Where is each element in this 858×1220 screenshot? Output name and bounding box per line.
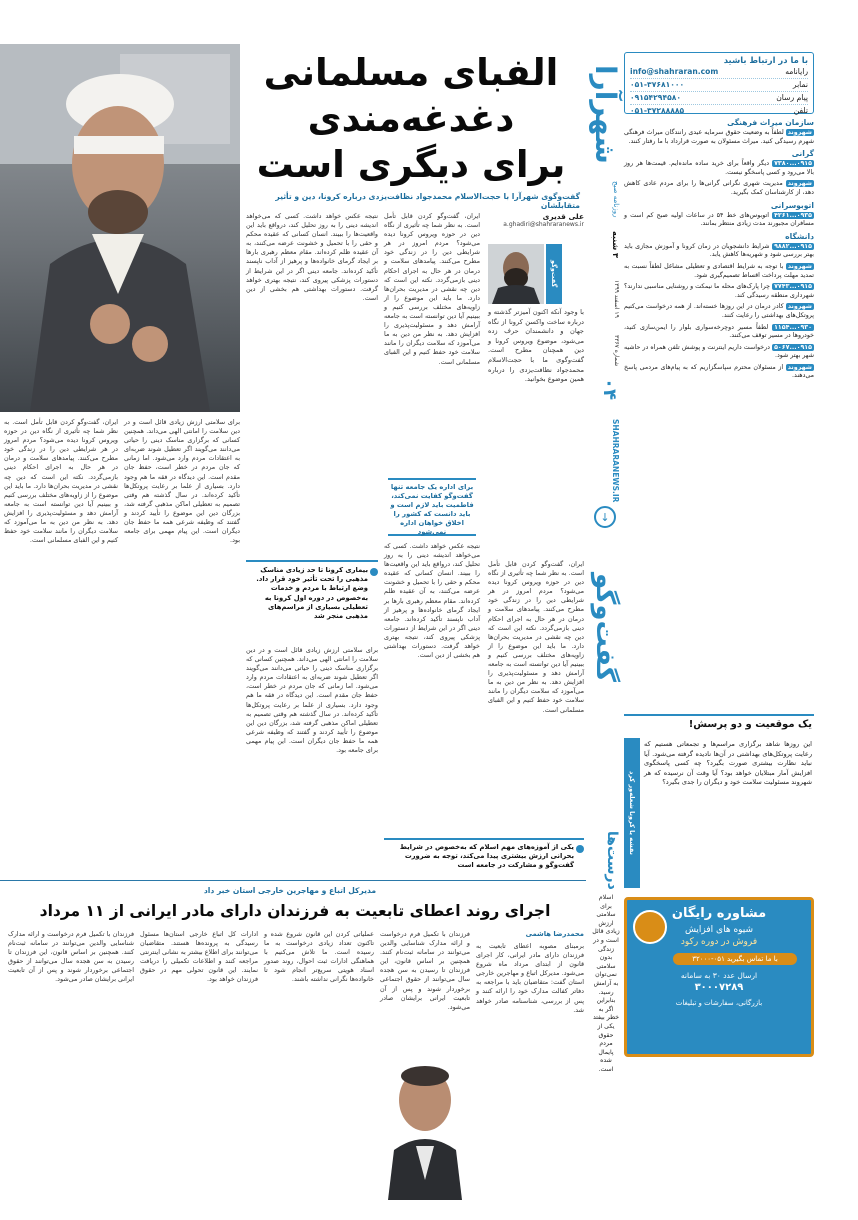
article-subtitle: گفت‌و‌گوی شهرآرا با حجت‌الاسلام محمدجواد نظافت‌یزدی درباره کرونا، دین و تأثیر متقابلشان [275,192,580,210]
ad-code: ۳۰۰۰۷۲۸۹ [694,982,744,993]
bottom-headline: اجرای روند اعطای تابعیت به فرزندان دارای مادر ایرانی از ۱۱ مرداد [39,902,551,920]
author-name: علی قدیری [542,212,584,221]
message-item [624,180,814,197]
message-text: از مسئولان محترم سپاسگزاریم که به پیام‌های مردمی پاسخ می‌دهند. [624,363,814,380]
consultation-ad[interactable] [624,897,814,1057]
article-lead: با وجود آنکه اکنون آمیزتر گذشته و درباره ساخت واکسن کرونا از نگاه جهان و دانشمندان حرف زده می‌شود، موضوع ویروس کرونا و دین همچنان مطرح است. گفت‌وگوی ما با حجت‌الاسلام محمدجواد نظافت‌یزدی را درباره همین موضوع بخوانید. [488,308,584,384]
author-tag [546,244,562,304]
message-sender: شهروند [787,129,812,136]
section-heading: سازمان میراث فرهنگی [727,118,814,127]
contact-value[interactable]: ۰۵۱-۳۷۶۸۱۰۰۰ [630,80,685,89]
issue-day: ۳ شنبه [611,231,620,258]
message-item [624,243,814,260]
message-sender: شهروند [787,303,812,311]
section-name: گفت‌و‌گو [590,573,620,682]
message-text: شرایط دانشجویان در زمان کرونا و آموزش مجازی باید بهتر بررسی شود و شهریه‌ها کاهش یابد. [624,242,814,259]
author-email[interactable]: a.ghadiri@shahraranews.ir [503,221,584,228]
article-headline [246,50,576,190]
side-strip-label: درست‌ها [604,831,620,890]
headline-line: دغدغه‌مندی [307,97,515,140]
bottom-body: ادارات کل اتباع خارجی استان‌ها مسئول رسیدگی به پرونده‌ها هستند. متقاضیان می‌توانند برای اطلاع بیشتر به نشانی اینترنتی مراجعه کنند و اطلاعات تکمیلی را دریافت نمایند. این قانون تحولی مهم در حقوق فرزندان خواهد بود. [140,930,258,984]
quote-bullet-icon [370,568,378,576]
message-item [624,303,814,320]
contact-value[interactable]: ۰۹۱۵۴۲۹۴۵۸۰ [630,93,681,102]
contact-row [630,66,808,79]
contact-box [624,52,814,114]
message-sender: ۰۹۱۵...۹۸۸۲ [774,242,812,250]
headline-line: برای دیگری است [256,143,566,186]
ad-phone: با ما تماس بگیرید ۰۵۱-۳۲۰۰۰ [673,953,797,965]
article-body: ایران، گفت‌وگو کردن قابل تأمل است. به نظر شما چه تأثیری از نگاه دین در حوزه ویروس کرونا دیده می‌شود؟ مردم امروز در هر شرایطی دین را در زندگی خود مطرح می‌کنند. پیامدهای سلامت و درمان در هر حال به اجرای احکام دینی بازمی‌گردد. نکته این است که دین چه نقشی در مدیریت بحران‌ها دارد. ما باید این موضوع را از زاویه‌های مختلف بررسی کنیم و ببینیم آیا دین توانسته است به جامعه آرامش دهد و مسئولیت‌پذیری را افزایش دهد. به نظر من دین به ما می‌آموزد که سلامت دیگران را مانند سلامت خود حفظ کنیم و این الفبای مسلمانی است. [4,418,118,545]
bottom-body: فرزندان با تکمیل فرم درخواست و ارائه مدارک شناسایی والدین می‌توانند در سامانه ثبت‌نام کنند. همچنین بر اساس قانون، این فرزندان تا رسیدن به سن هجده سال می‌توانند از حقوق اجتماعی برخوردار شوند و پس از آن تابعیت ایرانی برایشان صادر می‌شود. [8,930,134,984]
message-item [624,344,814,361]
message-text: با توجه به شرایط اقتصادی و تعطیلی مشاغل لطفاً نسبت به تمدید مهلت پرداخت اقساط تصمیم‌گیری شود. [624,262,814,279]
bottom-body: فرزندان با تکمیل فرم درخواست و ارائه مدارک شناسایی والدین می‌توانند در سامانه ثبت‌نام کنند. همچنین بر اساس قانون، این فرزندان تا رسیدن به سن هجده سال می‌توانند از حقوق اجتماعی برخوردار شوند و پس از آن تابعیت ایرانی برایشان صادر می‌شود. [380,930,470,1011]
bottom-body: برمبنای مصوبه اعطای تابعیت به فرزندان دارای مادر ایرانی، کار اجرای قانون از ابتدای مرداد ماه شروع می‌شود. مدیرکل اتباع و مهاجرین خارجی استان گفت: متقاضیان باید با مراجعه به دفاتر کفالت مدارک خود را ارائه کنند و پس از بررسی، شناسنامه صادر خواهد شد. [476,942,584,1014]
pull-quote [384,838,584,878]
headline-line: الفبای مسلمانی [263,51,559,94]
ad-badge [633,910,667,944]
question-box-title: یک موقعیت و دو پرسش! [688,719,812,730]
masthead-logo: شهرآرا [589,65,622,164]
side-strip-text: اسلام برای سلامتی ارزش زیادی قائل است و در زندگی بدون سلامتی نمی‌توان به آرامش رسید. بنابراین اگر به خطر بیفتد یکی از حقوق مردم پایمال شده است. [592,894,620,1073]
contact-label: پیام رسان [776,93,808,102]
contact-row [630,79,808,92]
official-portrait [380,1000,470,1200]
message-sender: شهروند [787,363,812,371]
section-heading: گرانی [791,149,814,159]
message-item [624,212,814,229]
question-box-side-label: نقشه با کرونا شعله‌ور کرد [628,771,636,855]
site-url[interactable]: SHAHRARANEWS.IR [611,418,620,502]
section-heading: دانشگاه [785,231,814,241]
ad-sms: ارسال عدد ۳۰ به سامانه [680,971,758,980]
pull-quote-text: بیماری کرونا تا حد زیادی مناسک مذهبی را تحت تأثیر خود قرار داد. وضع ارتباط با مردم و خدمات به‌خصوص در دوره اول کرونا به تعطیلی بسیاری از مراسم‌های مذهبی منجر شد [256,566,368,621]
message-sender: شهروند [787,262,812,270]
section-nav-icon[interactable]: ↓ [594,506,616,528]
contact-row [630,92,808,105]
bottom-body: عملیاتی کردن این قانون شروع شده و تاکنون تعداد زیادی درخواست به ما رسیده است. ما تلاش می‌کنیم با هماهنگی ادارات ثبت احوال، روند صدور اسناد هویتی سریع‌تر انجام شود تا خانواده‌ها نگرانی نداشته باشند. [264,930,374,984]
author-tag-label: گفت‌و‌گو [550,260,558,288]
contact-title: با ما در ارتباط باشید [723,55,808,65]
question-box-text: این روزها شاهد برگزاری مراسم‌ها و تجمعاتی هستیم که رعایت پروتکل‌های بهداشتی در آن‌ها نادیده گرفته می‌شود. آیا نباید نظارت بیشتری صورت بگیرد؟ چه کسی پاسخگوی افزایش آمار مبتلایان خواهد بود؟ آیا وقت آن نرسیده که هر شهروند مسئولیت سلامت خود و دیگران را جدی بگیرد؟ [644,740,812,787]
message-item [624,160,814,177]
bottom-kicker: مدیرکل اتباع و مهاجرین خارجی استان خبر داد [203,886,377,895]
message-sender: ۰۹۳۰...۱۱۵۴ [774,323,812,331]
author-block [488,212,584,242]
pull-quote-text: یکی از آموزه‌های مهم اسلام که به‌خصوص در شرایط بحرانی ارزش بیشتری پیدا می‌کند، توجه به ضرورت گفت‌وگو و مشارکت در جامعه است [399,843,574,870]
pull-quote [388,478,476,536]
article-body: برای سلامتی ارزش زیادی قائل است و در دین سلامت را امانتی الهی می‌داند. همچنین کسانی که برگزاری مناسک دینی را حیاتی می‌دانند می‌گویند اگر تعطیل شوند ضربه‌ای به اعتقادات مردم وارد می‌شود. اما زمانی که جان مردم در خطر است، حفظ جان مقدم است. این دیدگاه در فقه ما هم وجود دارد. بسیاری از علما بر رعایت پروتکل‌ها تأکید کرده‌اند. در سال گذشته هم وقتی تصمیم به تعطیلی اماکن مذهبی گرفته شد، بزرگان دین این موضوع را تأیید کردند و گفتند که وظیفه شرعی همه ما حفظ جان دیگران است. این پیام مهمی برای جامعه بود. [246,646,378,755]
interviewee-photo [488,244,544,304]
contact-label: رایانامه [785,67,808,76]
message-sender: شهروند [787,180,812,188]
portrait-illustration [0,44,240,412]
message-item [624,364,814,381]
masthead-tagline: روزنامه صبح [612,181,620,218]
contact-value[interactable]: ۰۵۱-۳۷۲۸۸۸۸۵ [630,106,685,115]
message-text: چرا پارک‌های محله ما نیمکت و روشنایی مناسبی ندارند؟ شهرداری منطقه رسیدگی کند. [624,283,814,299]
ad-title: مشاوره رایگان [671,906,767,921]
issue-date: ۱۹ اسفند ۱۳۹۹ [613,280,620,318]
bottom-divider [0,880,586,881]
question-box [624,714,814,892]
article-body: ایران، گفت‌وگو کردن قابل تأمل است. به نظر شما چه تأثیری از نگاه دین در حوزه ویروس کرونا دیده می‌شود؟ مردم امروز در هر شرایطی دین را در زندگی خود مطرح می‌کنند. پیامدهای سلامت و درمان در هر حال به اجرای احکام دینی بازمی‌گردد. نکته این است که دین چه نقشی در مدیریت بحران‌ها دارد. ما باید این موضوع را از زاویه‌های مختلف بررسی کنیم و ببینیم آیا دین توانسته است به جامعه آرامش دهد و مسئولیت‌پذیری را افزایش دهد. به نظر من دین به ما می‌آموزد که سلامت دیگران را مانند سلامت خود حفظ کنیم و این الفبای مسلمانی است. [488,560,584,714]
quote-bullet-icon [576,845,584,853]
message-text: اتوبوس‌های خط ۵۴ در ساعات اولیه صبح کم است و مسافران مجبورند مدت زیادی منتظر بمانند. [624,211,814,228]
message-item [624,324,814,341]
message-text: لطفاً به وضعیت حقوق سرمایه عیدی رانندگان میراث فرهنگی شهرم رسیدگی کنید. میراث مسئولان به صورت قرارداد با ما رفتار کنند. [624,129,814,145]
message-item [624,283,814,300]
page-number: ۰۴ [599,378,620,400]
messages-column [624,118,814,703]
article-body: نتیجه عکس خواهد داشت. کسی که می‌خواهد اندیشه دینی را به روز تحلیل کند، درواقع باید این واقعیت‌ها را ببیند. انسان کسانی که عقیده محکم و حقی را با تحمیل و خشونت عرضه می‌کنند، به آن عقیده ظلم کرده‌اند. مقام معظم رهبری بارها بر ایجاد گرمای خانواده‌ها و پرهیز از آداب ناپسند تأکید کرده‌اند. جامعه دینی اگر در این شرایط از دستورات پزشکی پیروی کند، نتیجه بهتری خواهد گرفت. دستورات بهداشتی هم بخشی از دین است. [246,212,378,302]
message-item [624,129,814,146]
message-text: لطفاً مسیر دوچرخه‌سواری بلوار را ایمن‌سازی کنید، خودروها در مسیر توقف می‌کنند. [624,323,814,340]
ad-subtitle: شیوه های افزایش [684,925,754,935]
message-sender: ۰۹۱۵...۷۳۸۰ [774,160,812,168]
message-sender: ۰۹۳۵...۴۲۶۱ [774,211,812,219]
pull-quote [246,560,378,640]
section-heading: اتوبوسرانی [770,200,814,210]
pull-quote-text: برای اداره یک جامعه تنها گفت‌وگو کفایت نمی‌کند، فاطمیت باید لازم است و باید دانست که کشور را اخلاق خواهان اداره نمی‌شود [390,483,474,536]
article-photo [0,44,240,412]
issue-number: شماره ۳۳۶۷ [613,334,620,366]
official-photo [380,1000,470,1200]
ad-footer: بازرگانی، سفارشات و تبلیغات [675,999,763,1007]
contact-label: تلفن [793,106,808,115]
message-text: درخواست داریم اینترنت و پوشش تلفن همراه در حاشیه شهر بهتر شود. [624,343,814,360]
message-sender: ۰۹۱۵...۷۷۴۳ [774,283,812,291]
contact-value[interactable]: info@shahraran.com [630,67,719,76]
side-strip [592,830,620,1100]
article-body: برای سلامتی ارزش زیادی قائل است و در دین سلامت را امانتی الهی می‌داند. همچنین کسانی که برگزاری مناسک دینی را حیاتی می‌دانند می‌گویند اگر تعطیل شوند ضربه‌ای به اعتقادات مردم وارد می‌شود. اما زمانی که جان مردم در خطر است، حفظ جان مقدم است. این دیدگاه در فقه ما هم وجود دارد. بسیاری از علما بر رعایت پروتکل‌ها تأکید کرده‌اند. در سال گذشته هم وقتی تصمیم به تعطیلی اماکن مذهبی گرفته شد، بزرگان دین این موضوع را تأیید کردند و گفتند که وظیفه شرعی همه ما حفظ جان دیگران است. این پیام مهمی برای جامعه بود. [124,418,240,545]
interviewee-portrait [488,244,544,304]
message-sender: ۰۹۱۵...۵۰۶۷ [774,343,812,351]
message-text: دیگر واقعاً برای خرید ساده مانده‌ایم. قیمت‌ها هر روز بالا می‌رود و کسی پاسخگو نیست. [624,160,814,176]
bottom-author: محمدرضا هاشمی [525,930,584,938]
masthead-strip [590,44,620,824]
contact-label: نمابر [792,80,808,89]
message-item [624,263,814,280]
contact-row [630,105,808,117]
article-body: ایران، گفت‌وگو کردن قابل تأمل است. به نظر شما چه تأثیری از نگاه دین در حوزه ویروس کرونا دیده می‌شود؟ مردم امروز در هر شرایطی دین را در زندگی خود مطرح می‌کنند. پیامدهای سلامت و درمان در هر حال به اجرای احکام دینی بازمی‌گردد. نکته این است که دین چه نقشی در مدیریت بحران‌ها دارد. ما باید این موضوع را از زاویه‌های مختلف بررسی کنیم و ببینیم آیا دین توانسته است به جامعه آرامش دهد و مسئولیت‌پذیری را افزایش دهد. به نظر من دین به ما می‌آموزد که سلامت دیگران را مانند سلامت خود حفظ کنیم و این الفبای مسلمانی است. [384,212,480,366]
ad-subtitle: فروش در دوره رکود [680,937,758,947]
message-text: کادر درمان در این روزها خسته‌اند. از همه درخواست می‌کنیم پروتکل‌های بهداشتی را رعایت کنند. [624,303,814,319]
message-text: مدیریت شهری نگرانی گرانی‌ها را برای مردم عادی کاهش دهد، از کارشناسان کمک بگیرید. [624,180,814,196]
article-body: نتیجه عکس خواهد داشت. کسی که می‌خواهد اندیشه دینی را به روز تحلیل کند، درواقع باید این واقعیت‌ها را ببیند. انسان کسانی که عقیده محکم و حقی را با تحمیل و خشونت عرضه می‌کنند، به آن عقیده ظلم کرده‌اند. مقام معظم رهبری بارها بر ایجاد گرمای خانواده‌ها و پرهیز از آداب ناپسند تأکید کرده‌اند. جامعه دینی اگر در این شرایط از دستورات پزشکی پیروی کند، نتیجه بهتری خواهد گرفت. دستورات بهداشتی هم بخشی از دین است. [384,542,480,660]
question-box-sidebar [624,738,640,888]
